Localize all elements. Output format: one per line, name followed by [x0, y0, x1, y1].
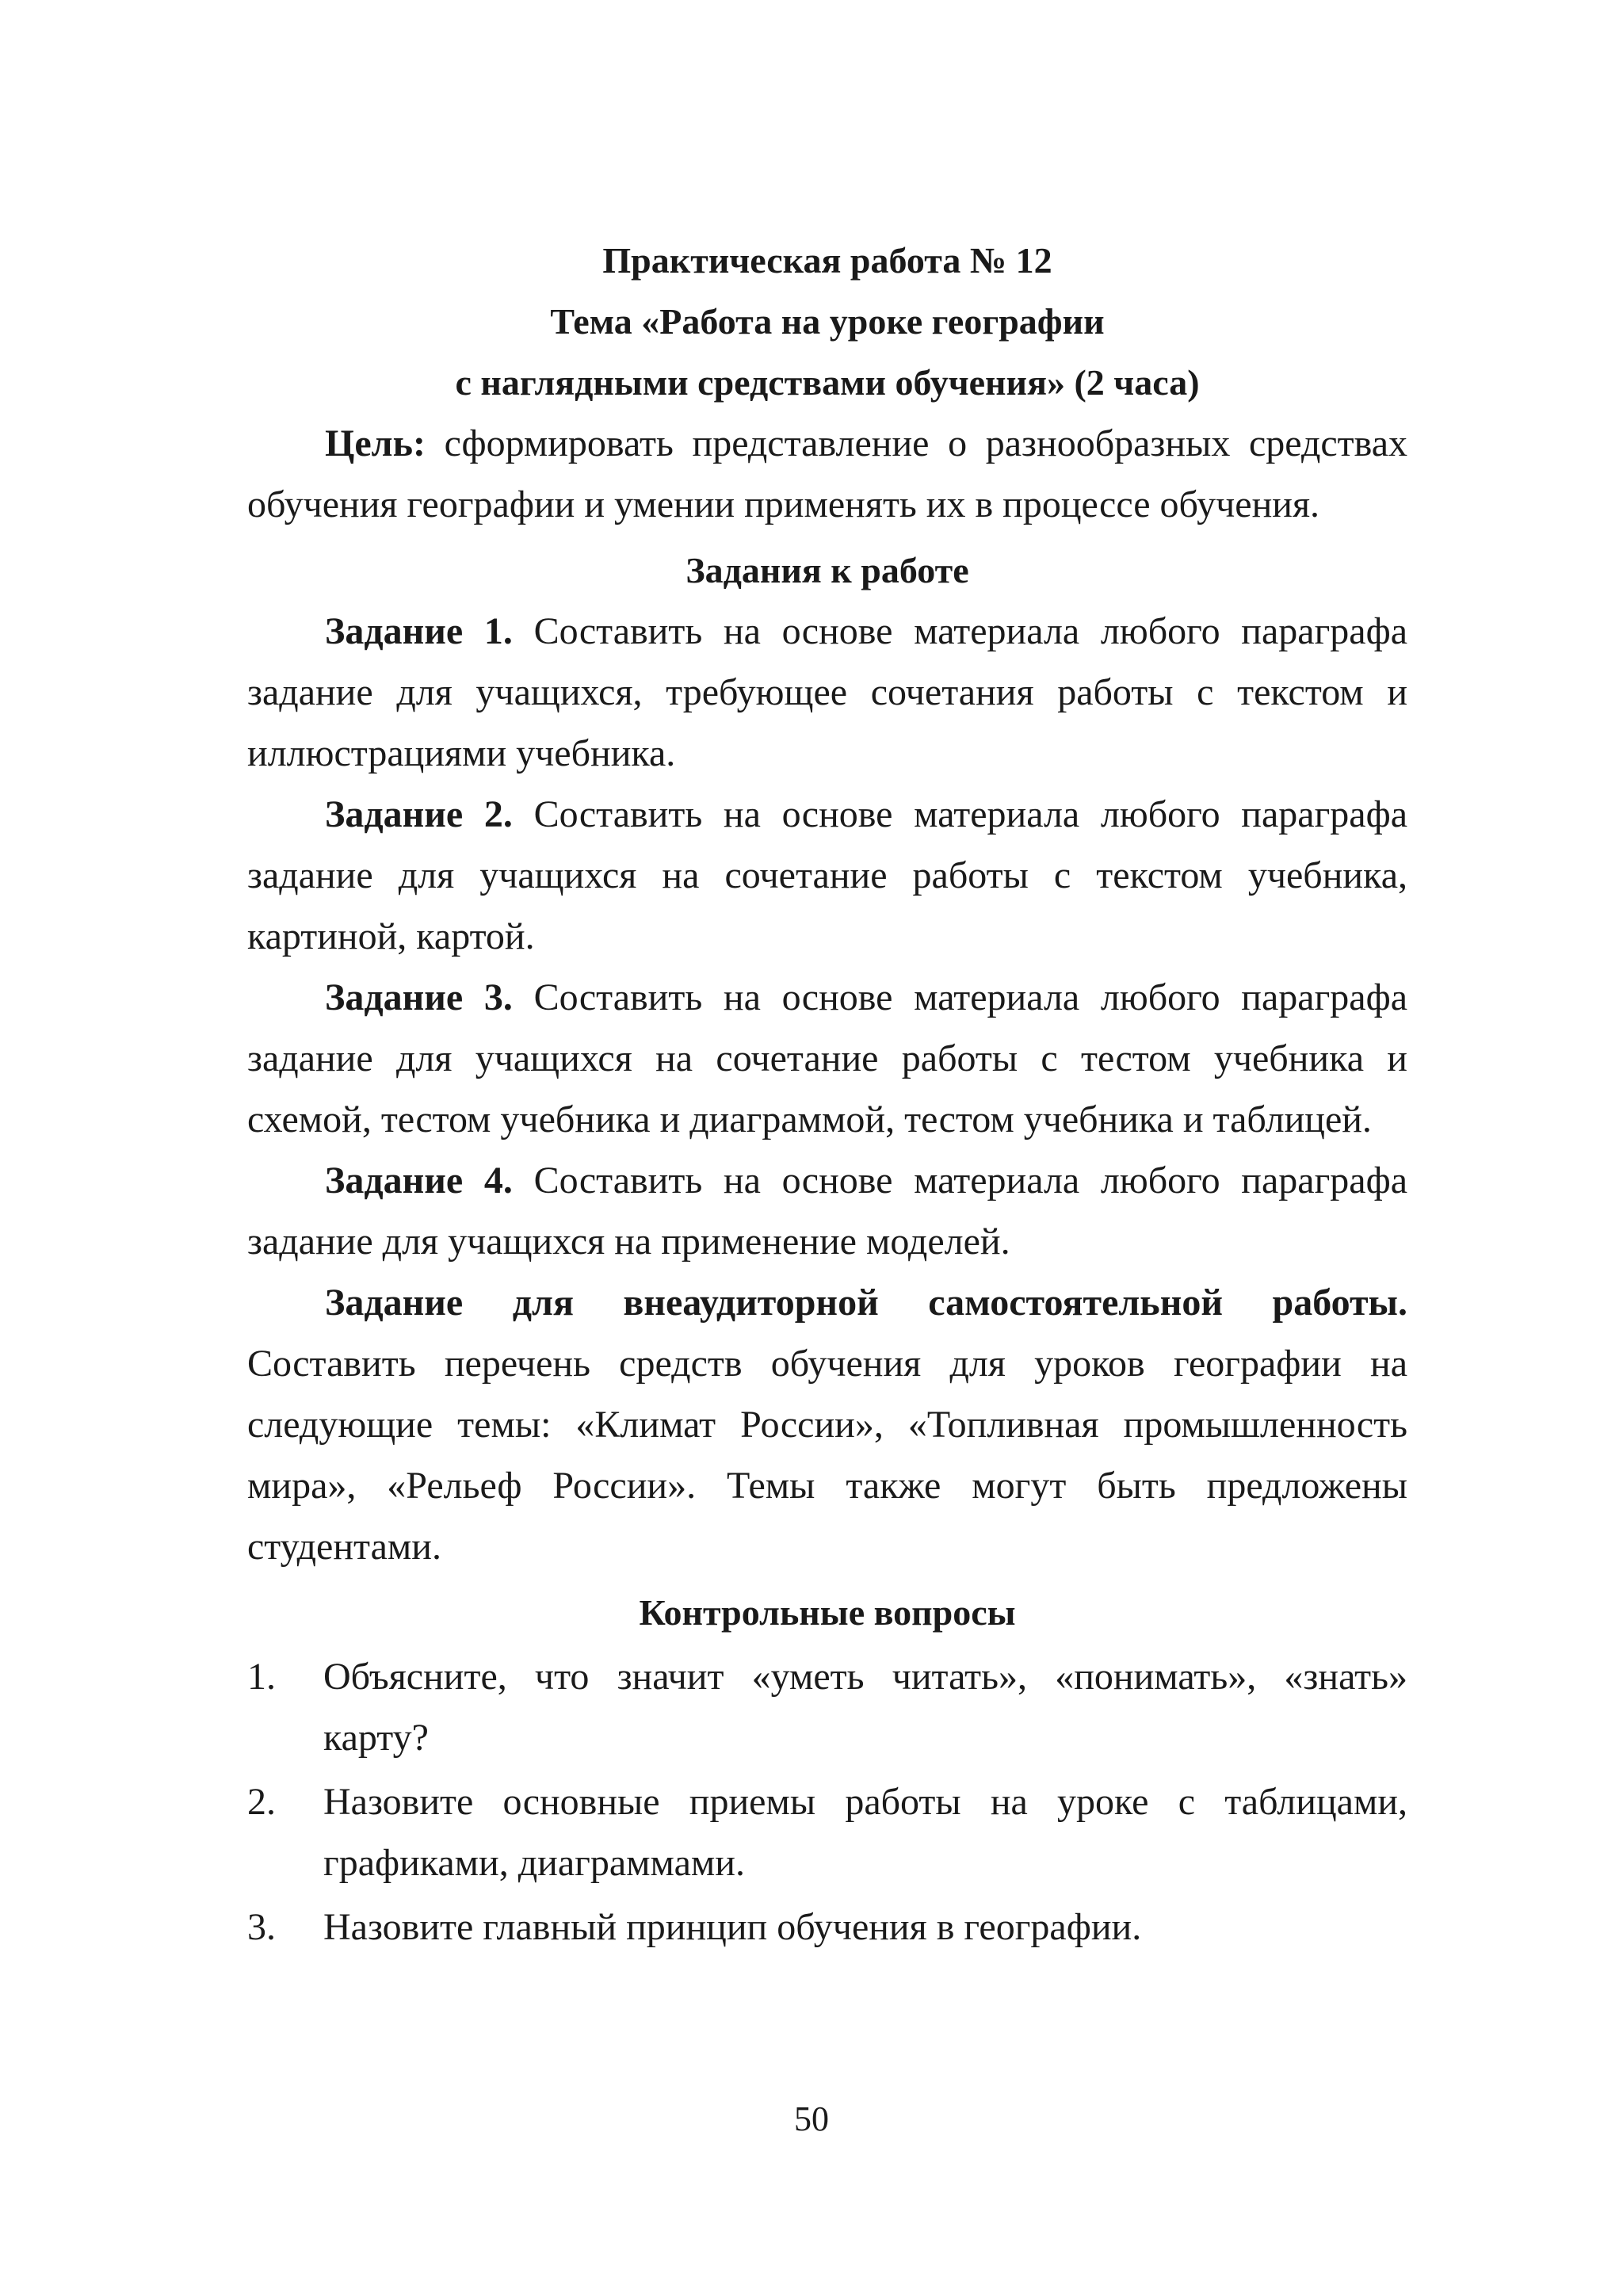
task-3-text: Составить на основе материала любого параграфа задание для учащихся на сочетание работы с тестом учебника и схемой, тестом учебника и диаграммой, тестом учебника и таблицей. — [247, 976, 1407, 1140]
goal-paragraph — [247, 413, 1407, 535]
questions-heading: Контрольные вопросы — [639, 1592, 1016, 1633]
question-text: Объясните, что значит «уметь читать», «понимать», «знать» карту? — [323, 1656, 1407, 1759]
tasks-heading: Задания к работе — [685, 550, 969, 590]
task-2-label: Задание 2. — [325, 793, 513, 835]
list-item — [247, 1771, 1407, 1893]
task-1 — [247, 601, 1407, 784]
document-header — [247, 230, 1407, 413]
list-item — [247, 1897, 1407, 1958]
independent-task-text: Составить перечень средств обучения для уроков географии на следующие темы: «Климат России», «Топливная промышленность мира», «Рельеф России». Темы также могут быть предложены студентами. — [247, 1343, 1407, 1568]
task-4 — [247, 1150, 1407, 1272]
question-number: 3. — [247, 1906, 276, 1948]
task-3-label: Задание 3. — [325, 976, 513, 1018]
question-number: 2. — [247, 1781, 276, 1823]
task-4-label: Задание 4. — [325, 1159, 513, 1201]
question-number: 1. — [247, 1656, 276, 1698]
list-item — [247, 1646, 1407, 1768]
goal-label: Цель: — [325, 422, 426, 464]
question-text: Назовите основные приемы работы на уроке с таблицами, графиками, диаграммами. — [323, 1781, 1407, 1884]
page-number: 50 — [794, 2099, 829, 2138]
topic-line-2: с наглядными средствами обучения» (2 часа) — [455, 362, 1200, 403]
task-2-text: Составить на основе материала любого параграфа задание для учащихся на сочетание работы с текстом учебника, картиной, картой. — [247, 793, 1407, 957]
task-4-text: Составить на основе материала любого параграфа задание для учащихся на применение моделей. — [247, 1159, 1407, 1263]
task-2 — [247, 784, 1407, 967]
topic-line-1: Тема «Работа на уроке географии — [550, 301, 1105, 342]
document-page — [247, 230, 1407, 1958]
questions-list — [247, 1646, 1407, 1958]
independent-task-label: Задание для внеаудиторной самостоятельной работы. — [325, 1282, 1407, 1324]
task-1-text: Составить на основе материала любого параграфа задание для учащихся, требующее сочетания работы с текстом и иллюстрациями учебника. — [247, 610, 1407, 774]
goal-text: сформировать представление о разнообразных средствах обучения географии и умении применять их в процессе обучения. — [247, 422, 1407, 525]
task-1-label: Задание 1. — [325, 610, 513, 652]
work-title: Практическая работа № 12 — [602, 240, 1052, 281]
task-3 — [247, 967, 1407, 1150]
question-text: Назовите главный принцип обучения в географии. — [323, 1906, 1142, 1948]
independent-task — [247, 1272, 1407, 1577]
